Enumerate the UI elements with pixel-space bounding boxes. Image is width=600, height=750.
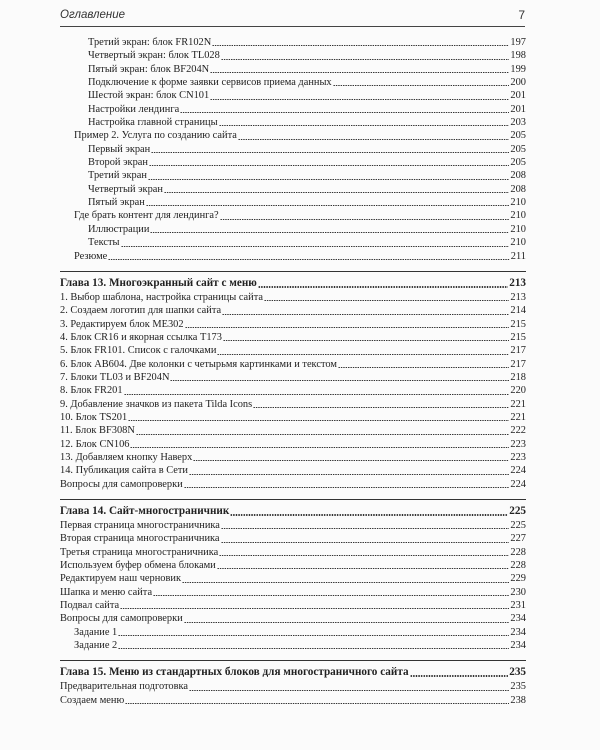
toc-entry[interactable] (60, 89, 526, 102)
toc-entry[interactable] (60, 424, 526, 437)
chapter-divider (60, 263, 526, 272)
toc-entry-title: Первая страница многостраничника (60, 520, 220, 531)
dot-leader (210, 99, 509, 100)
dot-leader (148, 179, 510, 180)
toc-entry[interactable] (60, 49, 526, 62)
dot-leader (220, 219, 510, 220)
toc-entry-title: Пример 2. Услуга по созданию сайта (74, 130, 237, 142)
dot-leader (210, 72, 509, 73)
dot-leader (333, 85, 510, 86)
toc-entry-page: 215 (510, 331, 526, 343)
toc-entry-title: 9. Добавление значков из пакета Tilda Icons (60, 398, 253, 410)
toc-entry[interactable] (60, 209, 526, 222)
toc-entry-title: Глава 13. Многоэкранный сайт с меню (60, 276, 257, 289)
toc-entry[interactable] (60, 586, 526, 599)
toc-entry[interactable] (60, 196, 526, 209)
toc-entry-page: 225 (510, 520, 526, 531)
toc-entry-page: 217 (510, 345, 526, 357)
toc-entry-title: Пятый экран (88, 197, 145, 209)
dot-leader (130, 447, 509, 448)
toc-entry-page: 213 (510, 291, 526, 303)
toc-entry[interactable] (60, 223, 526, 236)
toc-entry[interactable] (60, 76, 526, 89)
toc-entry[interactable] (60, 358, 526, 371)
toc-entry[interactable] (60, 639, 526, 652)
toc-entry-title: Создаем меню (60, 694, 125, 706)
toc-entry-title: Подключение к форме заявки сервисов приема данных (88, 77, 332, 89)
toc-entry[interactable] (60, 612, 526, 625)
toc-entry[interactable] (60, 559, 526, 572)
toc-entry-title: 2. Создаем логотип для шапки сайта (60, 305, 222, 317)
toc-entry-title: Третий экран (88, 170, 147, 182)
toc-entry-title: Глава 15. Меню из стандартных блоков для многостраничного сайта (60, 666, 409, 679)
dot-leader (212, 45, 509, 46)
dot-leader (108, 259, 509, 260)
toc-entry-page: 223 (510, 451, 526, 463)
toc-entry[interactable] (60, 398, 526, 411)
dot-leader (230, 514, 508, 516)
toc-entry[interactable] (60, 478, 526, 491)
toc-entry-page: 215 (510, 318, 526, 330)
toc-entry[interactable] (60, 438, 526, 451)
dot-leader (253, 407, 509, 408)
dot-leader (120, 608, 509, 609)
toc-entry-page: 208 (510, 183, 526, 195)
dot-leader (221, 528, 510, 529)
dot-leader (264, 300, 509, 301)
toc-entry-page: 210 (510, 210, 526, 222)
toc-chapter-entry[interactable] (60, 504, 526, 519)
toc-entry-title: 8. Блок FR201 (60, 385, 123, 397)
toc-entry-page: 210 (510, 197, 526, 209)
dot-leader (189, 690, 509, 691)
dot-leader (217, 568, 510, 569)
dot-leader (223, 340, 509, 341)
toc-entry-page: 234 (510, 626, 526, 638)
toc-entry-title: Задание 2 (74, 640, 118, 652)
dot-leader (238, 139, 510, 140)
dot-leader (125, 703, 509, 704)
dot-leader (150, 232, 509, 233)
dot-leader (170, 380, 509, 381)
toc-entry[interactable] (60, 291, 526, 304)
toc-entry-title: Где брать контент для лендинга? (74, 210, 219, 222)
chapter-divider (60, 491, 526, 500)
toc-entry[interactable] (60, 156, 526, 169)
toc-entry-title: Вопросы для самопроверки (60, 478, 183, 490)
dot-leader (184, 622, 510, 623)
toc-entry-page: 221 (510, 398, 526, 410)
toc-entry[interactable] (60, 680, 526, 693)
toc-entry-title: Вопросы для самопроверки (60, 613, 183, 625)
dot-leader (410, 675, 509, 677)
dot-leader (182, 582, 509, 583)
toc-entry-page: 224 (510, 478, 526, 490)
toc-entry-page: 229 (510, 573, 526, 585)
dot-leader (164, 192, 509, 193)
toc-chapter-entry[interactable] (60, 665, 526, 680)
toc-chapter-entry[interactable] (60, 276, 526, 291)
toc-entry-page: 235 (509, 666, 526, 679)
toc-entry-title: Третий экран: блок FR102N (88, 37, 212, 48)
toc-entry[interactable] (60, 532, 526, 545)
toc-entry[interactable] (60, 344, 526, 357)
toc-entry-page: 217 (510, 358, 526, 370)
toc-entry-page: 198 (510, 50, 526, 62)
toc-entry[interactable] (60, 236, 526, 249)
toc-entry-title: Четвертый экран (88, 183, 163, 195)
toc-entry[interactable] (60, 572, 526, 585)
dot-leader (221, 542, 510, 543)
dot-leader (219, 555, 509, 556)
toc-entry-page: 200 (510, 77, 526, 89)
dot-leader (128, 420, 509, 421)
dot-leader (136, 434, 510, 435)
toc-entry-page: 228 (510, 546, 526, 558)
toc-entry[interactable] (60, 384, 526, 397)
dot-leader (193, 460, 509, 461)
toc-entry-page: 234 (510, 613, 526, 625)
dot-leader (222, 314, 509, 315)
toc-entry[interactable] (60, 411, 526, 424)
toc-entry[interactable] (60, 129, 526, 142)
toc-entry-page: 210 (510, 237, 526, 249)
toc-entry[interactable] (60, 626, 526, 639)
toc-entry[interactable] (60, 36, 526, 49)
toc-entry-title: Шестой экран: блок CN101 (88, 90, 210, 102)
toc-entry-title: Иллюстрации (88, 223, 150, 235)
dot-leader (338, 367, 509, 368)
toc-entry[interactable] (60, 250, 526, 263)
toc-entry-page: 224 (510, 465, 526, 477)
dot-leader (258, 286, 508, 288)
toc-entry-title: Тексты (88, 237, 120, 249)
toc-entry-page: 222 (510, 425, 526, 437)
dot-leader (118, 635, 509, 636)
toc-entry-page: 208 (510, 170, 526, 182)
toc-entry-page: 220 (510, 385, 526, 397)
toc-entry-page: 205 (510, 157, 526, 169)
toc-entry-page: 234 (510, 640, 526, 652)
toc-entry[interactable] (60, 519, 526, 532)
dot-leader (219, 125, 510, 126)
toc-entry-page: 214 (510, 305, 526, 317)
dot-leader (180, 112, 509, 113)
toc-entry-page: 201 (510, 103, 526, 115)
dot-leader (146, 205, 510, 206)
toc-entry-title: 4. Блок CR16 и якорная ссылка T173 (60, 331, 222, 343)
toc-entry-title: Третья страница многостраничника (60, 546, 219, 558)
toc-entry-page: 203 (510, 117, 526, 129)
toc-entry[interactable] (60, 63, 526, 76)
toc-entry-title: 1. Выбор шаблона, настройка страницы сайта (60, 291, 264, 303)
toc-entry[interactable] (60, 318, 526, 331)
toc-entry-page: 227 (510, 533, 526, 545)
toc-entry-title: Первый экран (88, 143, 151, 155)
chapter-divider (60, 652, 526, 661)
dot-leader (124, 394, 510, 395)
dot-leader (153, 595, 509, 596)
toc-entry-page: 228 (510, 560, 526, 572)
toc-entry[interactable] (60, 103, 526, 116)
dot-leader (151, 152, 509, 153)
toc-entry-page: 230 (510, 586, 526, 598)
toc-entry-page: 205 (510, 143, 526, 155)
toc-entry[interactable] (60, 116, 526, 129)
toc-entry-title: Шапка и меню сайта (60, 586, 153, 598)
toc-entry-title: Резюме (74, 250, 108, 262)
toc-entry[interactable] (60, 304, 526, 317)
dot-leader (149, 165, 509, 166)
toc-entry-title: 7. Блоки TL03 и BF204N (60, 371, 170, 383)
toc-entry-title: Редактируем наш черновик (60, 573, 182, 585)
toc-entry-title: Используем буфер обмена блоками (60, 560, 216, 572)
toc-entry-title: 14. Публикация сайта в Сети (60, 465, 188, 477)
toc-entry-page: 197 (510, 37, 526, 48)
toc-entry[interactable] (60, 694, 526, 707)
toc-entry[interactable] (60, 464, 526, 477)
toc-entry-page: 213 (509, 276, 526, 289)
toc-entry-page: 211 (510, 250, 526, 262)
table-of-contents (60, 36, 526, 707)
dot-leader (221, 59, 510, 60)
running-head-section: Оглавление (60, 9, 125, 21)
toc-entry-title: 12. Блок CN106 (60, 438, 130, 450)
toc-entry-title: Пятый экран: блок BF204N (88, 63, 210, 75)
toc-entry-title: Настройки лендинга (88, 103, 180, 115)
toc-entry-title: 5. Блок FR101. Список с галочками (60, 345, 217, 357)
toc-entry[interactable] (60, 331, 526, 344)
toc-entry[interactable] (60, 371, 526, 384)
toc-entry-page: 201 (510, 90, 526, 102)
toc-entry-title: 10. Блок TS201 (60, 411, 128, 423)
toc-entry-title: 6. Блок AB604. Две колонки с четырьмя картинками и текстом (60, 358, 337, 370)
toc-entry-title: Настройка главной страницы (88, 117, 218, 129)
toc-entry-title: Четвертый экран: блок TL028 (88, 50, 220, 62)
dot-leader (121, 246, 510, 247)
toc-entry[interactable] (60, 599, 526, 612)
toc-entry-title: Второй экран (88, 157, 148, 169)
toc-entry-title: Подвал сайта (60, 600, 120, 612)
toc-entry-page: 221 (510, 411, 526, 423)
toc-entry-title: 3. Редактируем блок ME302 (60, 318, 184, 330)
toc-entry[interactable] (60, 451, 526, 464)
dot-leader (118, 648, 509, 649)
page-header (60, 6, 525, 27)
toc-entry-title: 13. Добавляем кнопку Наверх (60, 451, 193, 463)
toc-entry-title: Задание 1 (74, 626, 118, 638)
toc-entry[interactable] (60, 169, 526, 182)
toc-entry-title: Глава 14. Сайт-многостраничник (60, 505, 230, 517)
toc-entry-page: 231 (510, 600, 526, 612)
dot-leader (189, 474, 509, 475)
toc-entry-page: 218 (510, 371, 526, 383)
toc-entry-page: 235 (510, 681, 526, 693)
toc-entry-page: 223 (510, 438, 526, 450)
toc-entry-page: 238 (510, 694, 526, 706)
toc-entry-title: Вторая страница многостраничника (60, 533, 220, 545)
toc-entry-page: 210 (510, 223, 526, 235)
toc-entry[interactable] (60, 143, 526, 156)
toc-entry-title: Предварительная подготовка (60, 681, 189, 693)
dot-leader (184, 487, 510, 488)
toc-entry[interactable] (60, 183, 526, 196)
toc-entry-page: 225 (509, 505, 526, 517)
toc-entry-page: 199 (510, 63, 526, 75)
toc-entry-page: 205 (510, 130, 526, 142)
toc-entry[interactable] (60, 546, 526, 559)
dot-leader (185, 327, 510, 328)
page-number: 7 (518, 8, 525, 22)
toc-entry-title: 11. Блок BF308N (60, 425, 135, 437)
dot-leader (217, 354, 509, 355)
